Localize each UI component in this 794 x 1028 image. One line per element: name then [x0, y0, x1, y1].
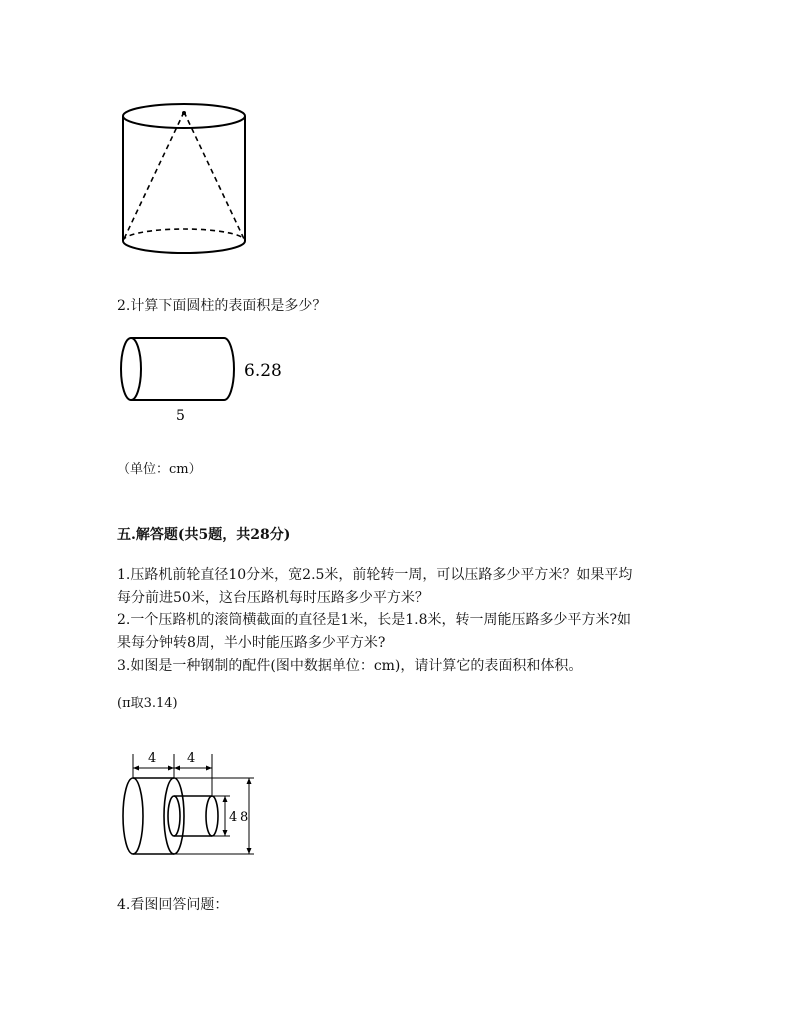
question-2-title: 2.计算下面圆柱的表面积是多少？ — [117, 298, 327, 314]
cone-right-edge — [184, 112, 245, 241]
steel-part-figure — [112, 742, 262, 862]
unit-note: （单位：cm） — [117, 462, 202, 477]
dim-arrow-right-a — [174, 766, 180, 771]
cylinder-left-face — [121, 338, 141, 400]
question-4-title: 4.看图回答问题： — [117, 897, 229, 913]
dim-arrow-small-bottom — [223, 830, 228, 836]
problem-2-line-2: 果每分钟转8周，半小时能压路多少平方米? — [117, 635, 386, 651]
pi-note: (π取3.14) — [117, 696, 178, 711]
problem-3-line-1: 3.如图是一种钢制的配件(图中数据单位：cm)，请计算它的表面积和体积。 — [117, 658, 583, 674]
small-cylinder-right-face — [206, 796, 218, 836]
dim-arrow-big-bottom — [247, 848, 252, 854]
dim-arrow-small-top — [223, 796, 228, 802]
length-label: 5 — [176, 408, 185, 424]
horizontal-cylinder-figure — [110, 332, 290, 428]
problem-1-line-2: 每分前进50米，这台压路机每时压路多少平方米？ — [117, 590, 429, 606]
big-diameter-label: 8 — [240, 810, 249, 825]
section-5-heading: 五.解答题(共5题，共28分) — [117, 527, 291, 543]
cylinder-top-ellipse — [123, 104, 245, 128]
problem-1-line-1: 1.压路机前轮直径10分米，宽2.5米，前轮转一周，可以压路多少平方米？如果平均 — [117, 567, 633, 583]
dim-arrow-big-top — [247, 778, 252, 784]
big-cylinder-left-face — [123, 778, 143, 854]
cylinder-cone-figure — [110, 96, 260, 261]
small-cylinder-left-face — [168, 796, 180, 836]
cylinder-bottom-front — [123, 241, 245, 253]
diameter-label: 6.28 — [244, 361, 282, 381]
cylinder-right-face — [224, 338, 234, 400]
small-diameter-label: 4 — [229, 810, 238, 825]
cone-apex-dot — [182, 111, 186, 115]
cylinder-bottom-back — [123, 229, 245, 241]
left-length-label: 4 — [148, 751, 157, 766]
dim-arrow-left-b — [168, 766, 174, 771]
problem-2-line-1: 2.一个压路机的滚筒横截面的直径是1米，长是1.8米，转一周能压路多少平方米?如 — [117, 612, 632, 628]
right-length-label: 4 — [187, 751, 196, 766]
dim-arrow-left-a — [133, 766, 139, 771]
cone-left-edge — [123, 112, 184, 241]
dim-arrow-right-b — [206, 766, 212, 771]
